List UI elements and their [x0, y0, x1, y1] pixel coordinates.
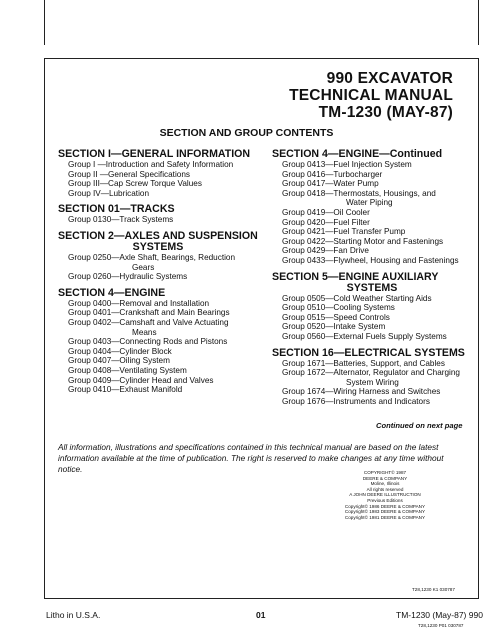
page-number: 01: [256, 610, 266, 620]
group-item: Group 1674—Wiring Harness and Switches: [282, 387, 441, 397]
section-5-title-line1: SECTION 5—ENGINE AUXILIARY: [272, 270, 439, 283]
group-item: Group 0421—Fuel Transfer Pump: [282, 227, 406, 237]
section-4-groups: [58, 299, 258, 395]
manual-title: [289, 70, 453, 121]
group-item: Group 0433—Flywheel, Housing and Fastenings: [282, 255, 459, 265]
group-item: Group 0404—Cylinder Block: [68, 346, 172, 356]
copyright-block: [330, 470, 440, 520]
right-column: [272, 149, 472, 406]
title-line-2: TECHNICAL MANUAL: [289, 87, 453, 104]
copyright-line: Moline, Illinois: [370, 481, 400, 487]
title-line-1: 990 EXCAVATOR: [326, 70, 453, 87]
copyright-line: Copyright© 1981 DEERE & COMPANY: [344, 514, 426, 520]
group-item: Group 0429—Fan Drive: [282, 246, 369, 256]
group-item: Group 0401—Crankshaft and Main Bearings: [68, 308, 230, 318]
left-border-line: [44, 0, 45, 45]
bottom-rule: [44, 598, 479, 599]
top-rule: [44, 58, 479, 59]
group-item: Group 0419—Oil Cooler: [282, 207, 370, 217]
section-2-title: [58, 231, 258, 253]
group-item-continuation: Gears: [132, 262, 155, 272]
group-item: Group III—Cap Screw Torque Values: [68, 179, 202, 189]
title-line-3: TM-1230 (MAY-87): [318, 104, 453, 121]
group-item: Group 1676—Instruments and Indicators: [282, 396, 430, 406]
group-item: Group II —General Specifications: [68, 169, 190, 179]
group-item: Group 1672—Alternator, Regulator and Charging: [282, 368, 460, 378]
section-01-groups: [58, 215, 258, 225]
footer-right: TM-1230 (May-87) 990: [396, 610, 483, 620]
left-column: [58, 149, 258, 395]
group-item: Group 0416—Turbocharger: [282, 169, 383, 179]
group-item: Group 0418—Thermostats, Housings, and: [282, 188, 436, 198]
group-item: Group 0520—Intake System: [282, 322, 386, 332]
group-item: Group 0417—Water Pump: [282, 179, 379, 189]
section-2-title-line2: SYSTEMS: [132, 240, 184, 253]
group-item-continuation: Water Piping: [346, 198, 393, 208]
group-item: Group 0402—Camshaft and Valve Actuating: [68, 317, 229, 327]
right-border-line: [478, 0, 479, 45]
group-item: Group 0420—Fuel Filter: [282, 217, 370, 227]
page-right-edge: [478, 58, 479, 598]
group-item: Group 0413—Fuel Injection System: [282, 160, 412, 169]
copyright-line: A JOHN DEERE ILLUSTRUCTION: [349, 492, 421, 498]
section-i-title: SECTION I—GENERAL INFORMATION: [58, 148, 251, 160]
continued-note: Continued on next page: [376, 421, 463, 430]
group-item: Group 0560—External Fuels Supply Systems: [282, 331, 447, 341]
code-line: T28,1230 K1 030787: [412, 587, 455, 592]
section-2-groups: [58, 253, 258, 282]
copyright-line: Copyright© 1983 DEERE & COMPANY: [344, 509, 426, 515]
group-item: Group 1671—Batteries, Support, and Cables: [282, 358, 445, 368]
group-item: Group 0403—Connecting Rods and Pistons: [68, 337, 228, 347]
group-item: Group 0130—Track Systems: [68, 215, 174, 225]
disclaimer-text: All information, illustrations and specifications contained in this technical manual are based on the latest information available at the time of publication. The right is reserved to make changes at any time without notice.: [58, 442, 444, 474]
section-4-continued-groups: [272, 160, 472, 266]
group-item: Group 0260—Hydraulic Systems: [68, 272, 188, 282]
footer-small-code: T28,1230 P01 030787: [418, 623, 464, 628]
group-item: Group 0422—Starting Motor and Fastenings: [282, 236, 444, 246]
section-2-title-line1: SECTION 2—AXLES AND SUSPENSION: [58, 229, 258, 242]
group-item: Group 0510—Cooling Systems: [282, 303, 395, 313]
copyright-line: Copyright© 1986 DEERE & COMPANY: [344, 503, 426, 509]
copyright-line: COPYRIGHT© 1987: [363, 470, 407, 475]
section-5-title-line2: SYSTEMS: [346, 281, 398, 294]
section-i-groups: [58, 160, 258, 198]
group-item: Group 0400—Removal and Installation: [68, 298, 210, 308]
page-left-edge: [44, 58, 45, 598]
section-16-groups: [272, 359, 472, 407]
group-item: Group 0515—Speed Controls: [282, 312, 390, 322]
group-item: Group I —Introduction and Safety Information: [68, 160, 234, 169]
section-5-groups: [272, 294, 472, 342]
copyright-line: All rights reserved: [366, 486, 404, 492]
copyright-line: DEERE & COMPANY: [362, 475, 408, 481]
group-item: Group 0250—Axle Shaft, Bearings, Reduction: [68, 252, 236, 262]
group-item: Group 0409—Cylinder Head and Valves: [68, 375, 214, 385]
section-01-title: SECTION 01—TRACKS: [58, 203, 175, 216]
group-item: Group IV—Lubrication: [68, 188, 150, 198]
group-item: Group 0505—Cold Weather Starting Aids: [282, 293, 432, 303]
group-item: Group 0407—Oiling System: [68, 356, 170, 366]
contents-heading: SECTION AND GROUP CONTENTS: [159, 127, 334, 139]
section-5-title: [272, 272, 472, 294]
section-4-title: SECTION 4—ENGINE: [58, 286, 166, 299]
group-item-continuation: Means: [132, 327, 157, 337]
section-4-continued-title: SECTION 4—ENGINE—Continued: [272, 148, 443, 160]
group-item: Group 0408—Ventilating System: [68, 365, 187, 375]
footer-left: Litho in U.S.A.: [46, 610, 101, 620]
group-item: Group 0410—Exhaust Manifold: [68, 385, 183, 395]
copyright-line: Previous Editions: [367, 497, 403, 503]
group-item-continuation: System Wiring: [346, 377, 399, 387]
section-16-title: SECTION 16—ELECTRICAL SYSTEMS: [272, 346, 465, 359]
